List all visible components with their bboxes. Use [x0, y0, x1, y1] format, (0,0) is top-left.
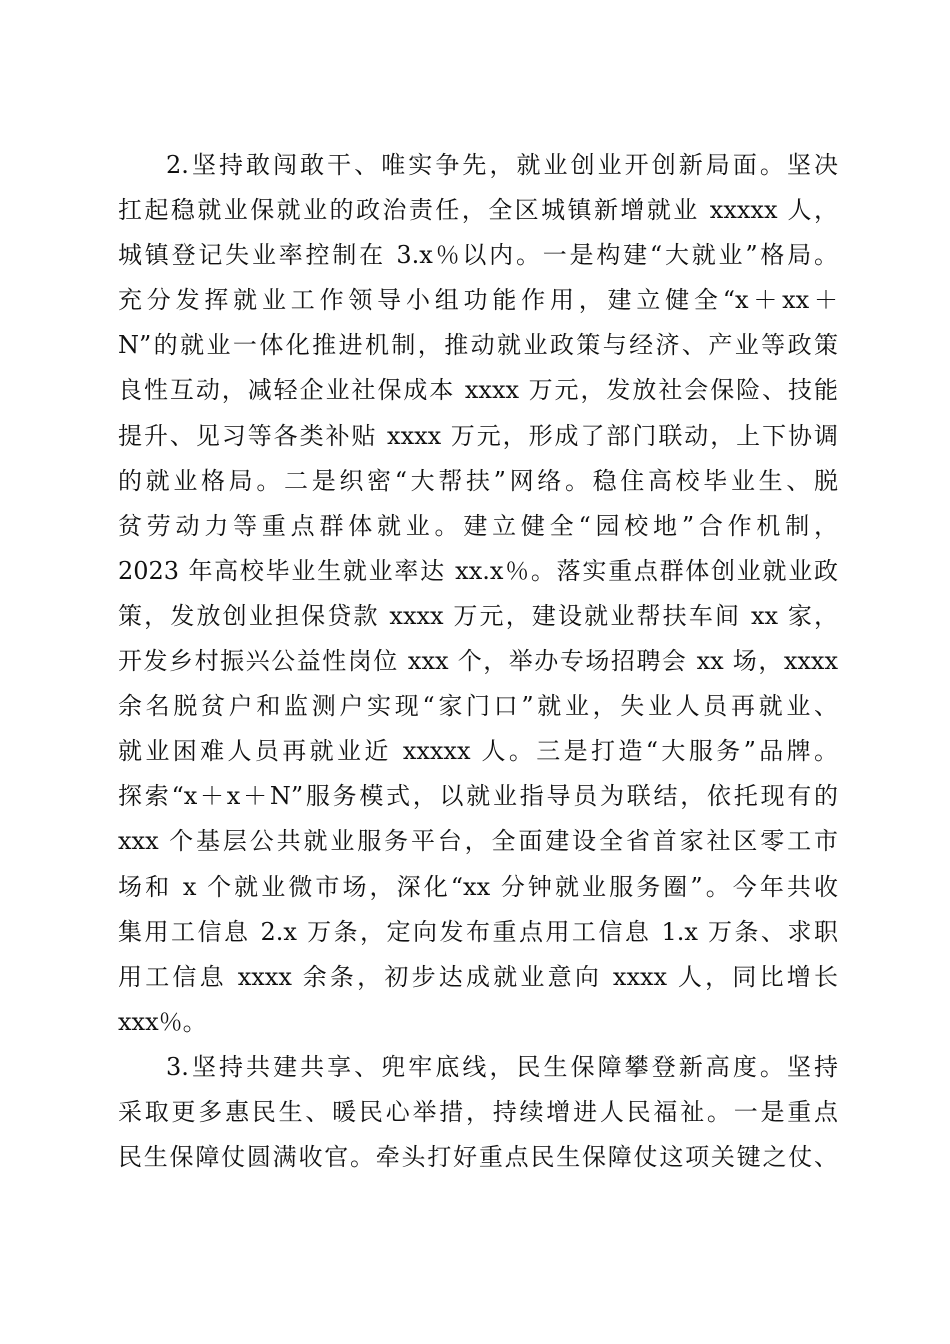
- text-line: 3.坚持共建共享、兜牢底线，民生保障攀登新高度。坚持: [166, 1052, 838, 1081]
- text-line: 场和 x 个就业微市场，深化“xx 分钟就业服务圈”。今年共收: [118, 872, 838, 901]
- text-line: 采取更多惠民生、暖民心举措，持续增进人民福祉。一是重点: [118, 1097, 838, 1126]
- text-line: 提升、见习等各类补贴 xxxx 万元，形成了部门联动，上下协调: [118, 421, 838, 450]
- paragraph-employment: [118, 143, 838, 1045]
- document-body: [118, 143, 838, 1180]
- text-line: 就业困难人员再就业近 xxxxx 人。三是打造“大服务”品牌。: [118, 737, 838, 766]
- text-line: 充分发挥就业工作领导小组功能作用，建立健全“x＋xx＋: [118, 286, 838, 315]
- text-line: 用工信息 xxxx 余条，初步达成就业意向 xxxx 人，同比增长: [118, 962, 838, 991]
- text-line: 民生保障仗圆满收官。牵头打好重点民生保障仗这项关键之仗、: [118, 1143, 838, 1172]
- text-line: 策，发放创业担保贷款 xxxx 万元，建设就业帮扶车间 xx 家，: [118, 601, 838, 630]
- text-line: 城镇登记失业率控制在 3.x％以内。一是构建“大就业”格局。: [118, 241, 838, 270]
- text-line: xxx％。: [118, 1007, 207, 1036]
- text-line: 2023 年高校毕业生就业率达 xx.x％。落实重点群体创业就业政: [118, 556, 838, 585]
- text-line: 开发乡村振兴公益性岗位 xxx 个，举办专场招聘会 xx 场，xxxx: [118, 647, 838, 676]
- text-line: 2.坚持敢闯敢干、唯实争先，就业创业开创新局面。坚决: [166, 151, 838, 179]
- text-line: N”的就业一体化推进机制，推动就业政策与经济、产业等政策: [118, 331, 838, 360]
- text-line: 集用工信息 2.x 万条，定向发布重点用工信息 1.x 万条、求职: [118, 917, 838, 946]
- paragraph-livelihood: [118, 1045, 838, 1180]
- text-line: xxx 个基层公共就业服务平台，全面建设全省首家社区零工市: [118, 827, 838, 856]
- text-line: 探索“x＋x＋N”服务模式，以就业指导员为联结，依托现有的: [118, 782, 838, 811]
- text-line: 贫劳动力等重点群体就业。建立健全“园校地”合作机制，: [118, 511, 838, 540]
- text-line: 良性互动，减轻企业社保成本 xxxx 万元，发放社会保险、技能: [118, 376, 838, 405]
- text-line: 扛起稳就业保就业的政治责任，全区城镇新增就业 xxxxx 人，: [118, 196, 838, 225]
- text-line: 余名脱贫户和监测户实现“家门口”就业，失业人员再就业、: [118, 692, 838, 721]
- text-line: 的就业格局。二是织密“大帮扶”网络。稳住高校毕业生、脱: [118, 466, 838, 495]
